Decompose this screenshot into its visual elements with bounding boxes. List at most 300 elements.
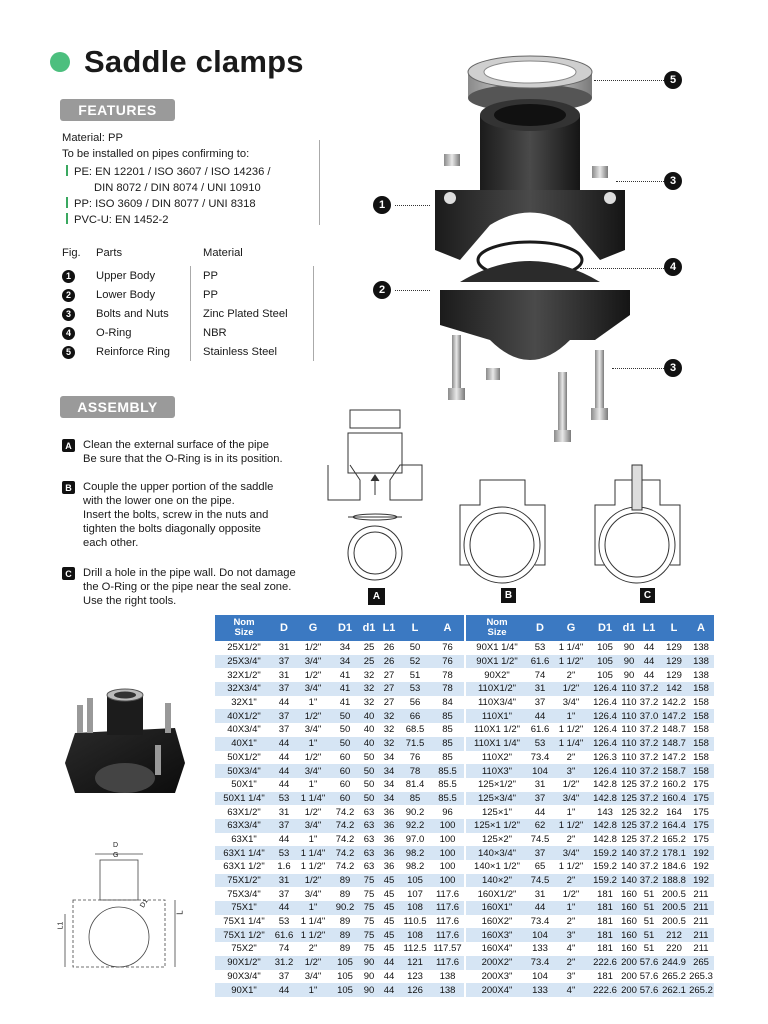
table-cell: 164 [660, 805, 688, 819]
table-cell: 100 [431, 819, 464, 833]
step-letter-icon: C [62, 567, 75, 580]
table-cell: 50X1 1/4" [215, 792, 273, 806]
table-cell: 200X2" [466, 956, 528, 970]
table-row [215, 723, 464, 737]
green-marker-icon [66, 197, 68, 208]
table-cell: 1/2" [552, 778, 590, 792]
table-cell: 85.5 [431, 792, 464, 806]
table-cell: 57.6 [639, 984, 659, 996]
table-cell: 100 [431, 860, 464, 874]
table-cell: 129 [660, 655, 688, 669]
table-cell: 44 [528, 901, 552, 915]
table-cell: 181 [590, 915, 620, 929]
table-row [466, 819, 714, 833]
table-cell: 138 [688, 655, 714, 669]
table-cell: 44 [273, 833, 295, 847]
callout-badge-icon: 1 [373, 196, 391, 214]
table-cell: 158 [688, 723, 714, 737]
table-cell: 73.4 [528, 956, 552, 970]
table-cell: 60 [331, 751, 359, 765]
callout-badge-icon: 3 [664, 172, 682, 190]
table-cell: 140×2" [466, 874, 528, 888]
table-cell: 175 [688, 819, 714, 833]
table-cell: 1/2" [295, 709, 331, 723]
table-cell: 75 [359, 928, 379, 942]
table-cell: 1/2" [295, 641, 331, 655]
table-row [466, 764, 714, 778]
table-cell: 105 [331, 970, 359, 984]
table-cell: 4" [552, 983, 590, 997]
table-cell: 1" [295, 833, 331, 847]
standard-line-4: PVC-U: EN 1452-2 [66, 213, 169, 229]
table-cell: 37.2 [639, 738, 659, 750]
table-cell: 1" [295, 737, 331, 751]
col-header-nom-size: Nom Size [466, 615, 528, 641]
table-cell: 50 [331, 723, 359, 737]
dim-label-l1: L1 [57, 921, 65, 930]
table-cell: 123 [399, 970, 431, 984]
table-cell: 262.1 [660, 983, 688, 997]
table-row [466, 709, 714, 723]
table-cell: 140×1 1/2" [466, 860, 528, 874]
table-cell: 31 [273, 641, 295, 655]
table-header-row [215, 615, 464, 641]
table-cell: 110 [621, 697, 637, 709]
table-cell: 126 [399, 983, 431, 997]
dim-label-d1: D1 [139, 897, 150, 910]
table-cell: 1/2" [295, 805, 331, 819]
table-row [215, 901, 464, 915]
col-header-d: D [528, 615, 552, 641]
table-cell: 1" [295, 983, 331, 997]
table-cell: 160.2 [660, 778, 688, 792]
table-cell: 140×3/4" [466, 846, 528, 860]
table-cell: 125×1 1/2" [466, 819, 528, 833]
table-row [215, 764, 464, 778]
table-header-row [466, 615, 714, 641]
table-cell: 63 [359, 833, 379, 847]
table-cell: 51 [638, 928, 660, 942]
table-row [466, 956, 714, 970]
table-cell: 200 [621, 970, 637, 982]
table-cell: 85.5 [431, 778, 464, 792]
table-cell: 40 [359, 737, 379, 751]
table-cell: 117.6 [431, 928, 464, 942]
table-cell: 3/4" [295, 819, 331, 833]
table-cell: 84 [431, 696, 464, 710]
table-cell: 181 [590, 928, 620, 942]
table-cell: 63 [359, 805, 379, 819]
table-cell: 142.2 [660, 696, 688, 710]
table-cell: 41 [331, 668, 359, 682]
table-cell: 90 [359, 956, 379, 970]
table-cell: 75 [359, 901, 379, 915]
table-cell: 158 [688, 682, 714, 696]
table-cell: 37.2 [639, 779, 659, 791]
table-cell: 1/2" [295, 956, 331, 970]
parts-row: 3 Bolts and Nuts Zinc Plated Steel [62, 305, 288, 323]
table-cell: 89 [331, 942, 359, 956]
table-cell: 68.5 [399, 723, 431, 737]
table-row [215, 751, 464, 765]
table-cell: 265.3 [689, 970, 713, 982]
table-row [215, 696, 464, 710]
table-cell: 158.7 [660, 764, 688, 778]
assembly-diagrams [320, 405, 700, 595]
table-cell: 32 [379, 723, 399, 737]
callout-line [395, 205, 430, 206]
table-cell: 158 [688, 696, 714, 710]
table-cell: 181 [590, 970, 620, 984]
col-header-l: L [660, 615, 688, 641]
table-cell: 32 [379, 737, 399, 751]
table-cell: 222.6 [590, 956, 620, 970]
table-cell: 40X3/4" [215, 723, 273, 737]
table-cell: 53 [273, 915, 295, 929]
table-row [466, 901, 714, 915]
table-cell: 32.2 [639, 806, 659, 818]
assembly-step-a: A Clean the external surface of the pipe Be sure that the O-Ring is in its position. [62, 438, 283, 466]
callout-badge-icon: 4 [664, 258, 682, 276]
table-cell: 110X1" [466, 709, 528, 723]
table-cell: 160X1" [466, 901, 528, 915]
table-cell: 110 [621, 683, 637, 695]
table-cell: 50 [359, 751, 379, 765]
table-cell: 89 [331, 928, 359, 942]
standard-line-3: PP: ISO 3609 / DIN 8077 / UNI 8318 [66, 197, 256, 213]
number-badge-icon: 1 [62, 270, 75, 283]
table-cell: 126.4 [590, 682, 620, 696]
table-cell: 78 [399, 764, 431, 778]
table-cell: 36 [379, 819, 399, 833]
table-cell: 1/2" [552, 887, 590, 901]
table-cell: 44 [379, 983, 399, 997]
table-cell: 2" [552, 668, 590, 682]
table-cell: 85 [399, 792, 431, 806]
table-cell: 50 [359, 792, 379, 806]
table-cell: 105 [590, 655, 620, 669]
standard-line-2: DIN 8072 / DIN 8074 / UNI 10910 [94, 182, 261, 194]
table-cell: 175 [688, 792, 714, 806]
table-cell: 126.4 [590, 737, 620, 751]
table-cell: 71.5 [399, 737, 431, 751]
table-cell: 85 [431, 737, 464, 751]
table-cell: 160 [621, 888, 637, 900]
table-cell: 34 [379, 792, 399, 806]
table-cell: 32X1/2" [215, 668, 273, 682]
table-cell: 110X3" [466, 764, 528, 778]
table-cell: 129 [660, 641, 688, 655]
table-cell: 37.2 [639, 792, 659, 804]
table-cell: 200X4" [466, 983, 528, 997]
table-cell: 51 [638, 942, 660, 956]
dim-label-l: L [175, 910, 185, 915]
table-row [215, 970, 464, 984]
table-cell: 220 [660, 942, 688, 956]
table-cell: 63X1 1/4" [215, 846, 273, 860]
col-header-l: L [399, 615, 431, 641]
table-cell: 27 [379, 696, 399, 710]
table-row [466, 792, 714, 806]
table-cell: 165.2 [660, 833, 688, 847]
table-cell: 125×1/2" [466, 778, 528, 792]
table-cell: 117.6 [431, 901, 464, 915]
table-cell: 31 [273, 668, 295, 682]
table-row [215, 846, 464, 860]
table-cell: 188.8 [660, 874, 688, 888]
callout-line [616, 181, 664, 182]
table-cell: 60 [331, 792, 359, 806]
table-cell: 138 [431, 983, 464, 997]
table-cell: 265.2 [660, 970, 688, 984]
exploded-view-illustration [400, 50, 650, 460]
table-cell: 112.5 [399, 942, 431, 956]
table-cell: 37 [528, 696, 552, 710]
table-cell: 61.6 [528, 655, 552, 669]
table-cell: 53 [528, 641, 552, 655]
dimension-table-right [466, 615, 714, 997]
table-cell: 76 [431, 641, 464, 655]
table-cell: 85 [431, 751, 464, 765]
table-row [215, 915, 464, 929]
number-badge-icon: 2 [62, 289, 75, 302]
table-cell: 104 [528, 928, 552, 942]
table-cell: 160X3" [466, 928, 528, 942]
col-header-a: A [688, 615, 714, 641]
table-cell: 265.2 [689, 984, 713, 996]
table-cell: 100 [431, 833, 464, 847]
table-row [466, 846, 714, 860]
table-cell: 37 [273, 819, 295, 833]
table-row [466, 970, 714, 984]
table-cell: 90X1/2" [215, 956, 273, 970]
table-cell: 105 [590, 668, 620, 682]
table-cell: 100 [431, 846, 464, 860]
table-cell: 45 [379, 887, 399, 901]
table-cell: 2" [552, 956, 590, 970]
table-cell: 44 [638, 655, 660, 669]
figure-label-a: A [368, 588, 385, 605]
table-row [215, 792, 464, 806]
table-cell: 158 [688, 751, 714, 765]
table-row [215, 874, 464, 888]
green-marker-icon [66, 165, 68, 176]
table-cell: 110X3/4" [466, 696, 528, 710]
table-cell: 125×3/4" [466, 792, 528, 806]
table-cell: 1 1/2" [552, 860, 590, 874]
table-cell: 37.2 [639, 697, 659, 709]
table-cell: 50 [359, 764, 379, 778]
table-row [466, 915, 714, 929]
table-cell: 110X1 1/4" [466, 737, 528, 751]
table-cell: 105 [399, 874, 431, 888]
table-row [215, 860, 464, 874]
table-cell: 25X1/2" [215, 641, 273, 655]
table-cell: 140 [621, 847, 637, 859]
col-header-d1: D1 [590, 615, 620, 641]
table-cell: 63 [359, 819, 379, 833]
table-cell: 31 [528, 682, 552, 696]
table-cell: 125 [621, 779, 637, 791]
table-row [466, 887, 714, 901]
table-row [215, 641, 464, 655]
table-row [466, 696, 714, 710]
table-cell: 90X1 1/2" [466, 655, 528, 669]
table-cell: 105 [331, 956, 359, 970]
table-cell: 37.2 [639, 765, 659, 777]
table-cell: 75 [359, 874, 379, 888]
table-cell: 74.2 [331, 819, 359, 833]
table-cell: 90X1" [215, 983, 273, 997]
parts-row: 4 O-Ring NBR [62, 324, 227, 342]
table-cell: 105 [331, 983, 359, 997]
table-cell: 32X1" [215, 696, 273, 710]
parts-row: 2 Lower Body PP [62, 286, 218, 304]
table-cell: 73.4 [528, 751, 552, 765]
table-cell: 1 1/2" [295, 860, 331, 874]
table-cell: 92.2 [399, 819, 431, 833]
table-cell: 160X1/2" [466, 887, 528, 901]
table-cell: 37.2 [639, 683, 659, 695]
table-cell: 140 [621, 875, 637, 887]
table-cell: 32 [359, 668, 379, 682]
table-cell: 3/4" [295, 970, 331, 984]
table-row [215, 805, 464, 819]
product-photo [55, 683, 195, 808]
table-cell: 75X3/4" [215, 887, 273, 901]
table-cell: 160X4" [466, 942, 528, 956]
table-cell: 26 [379, 655, 399, 669]
table-row [215, 709, 464, 723]
table-row [466, 778, 714, 792]
table-cell: 125 [621, 820, 637, 832]
table-cell: 51 [638, 887, 660, 901]
table-cell: 44 [379, 956, 399, 970]
table-cell: 175 [688, 778, 714, 792]
table-cell: 60 [331, 764, 359, 778]
table-cell: 26 [379, 641, 399, 655]
table-cell: 110 [621, 765, 637, 777]
table-cell: 244.9 [660, 956, 688, 970]
table-cell: 63X3/4" [215, 819, 273, 833]
number-badge-icon: 4 [62, 327, 75, 340]
table-cell: 37 [273, 655, 295, 669]
table-cell: 74.2 [331, 833, 359, 847]
table-cell: 45 [379, 928, 399, 942]
table-cell: 44 [273, 901, 295, 915]
table-cell: 3" [552, 764, 590, 778]
table-cell: 125 [621, 792, 637, 804]
parts-row: 5 Reinforce Ring Stainless Steel [62, 343, 277, 361]
table-row [466, 751, 714, 765]
table-cell: 34 [331, 655, 359, 669]
table-cell: 57.6 [639, 957, 659, 969]
table-cell: 3" [552, 970, 590, 984]
table-cell: 74.5 [528, 874, 552, 888]
table-cell: 37.2 [639, 847, 659, 859]
table-cell: 3/4" [295, 655, 331, 669]
table-cell: 181 [590, 887, 620, 901]
table-cell: 44 [528, 709, 552, 723]
table-cell: 53 [528, 737, 552, 751]
table-cell: 61.6 [528, 723, 552, 737]
table-cell: 34 [379, 778, 399, 792]
callout-badge-icon: 2 [373, 281, 391, 299]
table-cell: 45 [379, 874, 399, 888]
assembly-step-b: B Couple the upper portion of the saddle with the lower one on the pipe. Insert the bolts, screw in the nuts and tighten the bolts diagonally opposite each other. [62, 480, 273, 550]
col-header-d: D [273, 615, 295, 641]
table-cell: 44 [379, 970, 399, 984]
figure-label-c: C [640, 588, 655, 603]
table-row [466, 723, 714, 737]
table-cell: 32 [359, 682, 379, 696]
table-cell: 110X2" [466, 751, 528, 765]
parts-row: 1 Upper Body PP [62, 267, 218, 285]
table-cell: 192 [688, 860, 714, 874]
table-cell: 52 [399, 655, 431, 669]
step-letter-icon: B [62, 481, 75, 494]
table-cell: 1.6 [273, 860, 295, 874]
table-row [466, 833, 714, 847]
table-cell: 37 [273, 723, 295, 737]
table-cell: 2" [552, 833, 590, 847]
table-cell: 178.1 [660, 846, 688, 860]
table-cell: 138 [431, 970, 464, 984]
table-cell: 98.2 [399, 860, 431, 874]
table-cell: 160.4 [660, 792, 688, 806]
table-cell: 117.6 [431, 956, 464, 970]
table-cell: 138 [688, 668, 714, 682]
table-cell: 90X1 1/4" [466, 641, 528, 655]
install-line: To be installed on pipes confirming to: [62, 148, 250, 160]
callout-badge-icon: 3 [664, 359, 682, 377]
table-cell: 3/4" [552, 792, 590, 806]
table-cell: 31 [273, 874, 295, 888]
table-cell: 117.6 [431, 887, 464, 901]
table-cell: 44 [273, 778, 295, 792]
table-cell: 164.4 [660, 819, 688, 833]
table-cell: 110X1/2" [466, 682, 528, 696]
table-cell: 76 [399, 751, 431, 765]
table-row [466, 874, 714, 888]
table-cell: 75 [359, 942, 379, 956]
table-cell: 110X1 1/2" [466, 723, 528, 737]
page-title: Saddle clamps [84, 44, 304, 79]
col-header-l1: L1 [638, 615, 660, 641]
table-cell: 117.6 [431, 915, 464, 929]
table-cell: 1" [295, 696, 331, 710]
table-cell: 90 [620, 668, 638, 682]
table-row [215, 737, 464, 751]
table-cell: 31 [528, 778, 552, 792]
table-cell: 108 [399, 928, 431, 942]
table-cell: 36 [379, 860, 399, 874]
table-cell: 37 [273, 709, 295, 723]
col-header-nom-size: Nom Size [215, 615, 273, 641]
table-cell: 100 [431, 874, 464, 888]
table-cell: 75X2" [215, 942, 273, 956]
table-cell: 104 [528, 970, 552, 984]
table-cell: 96 [431, 805, 464, 819]
table-row [466, 682, 714, 696]
table-row [215, 682, 464, 696]
table-cell: 211 [688, 901, 714, 915]
table-cell: 97.0 [399, 833, 431, 847]
table-cell: 211 [688, 928, 714, 942]
figure-label-b: B [501, 588, 516, 603]
table-cell: 142.8 [590, 778, 620, 792]
table-cell: 53 [273, 792, 295, 806]
